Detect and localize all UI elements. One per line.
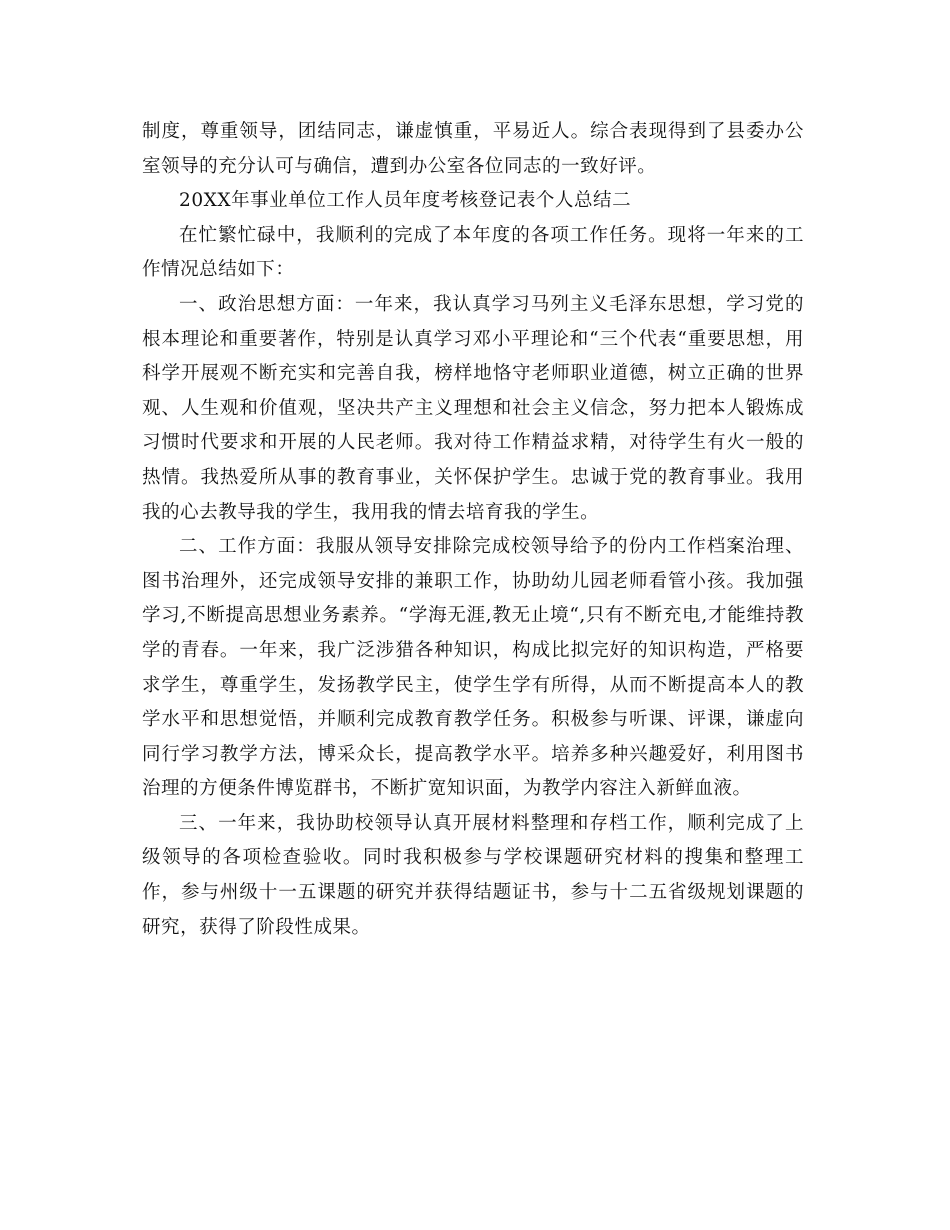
section-heading: 20XX年事业单位工作人员年度考核登记表个人总结二 (179, 190, 632, 212)
paragraph-work: 二、工作方面：我服从领导安排除完成校领导给予的份内工作档案治理、图书治理外，还完成领导安排的兼职工作，协助幼儿园老师看管小孩。我加强学习,不断提高思想业务素养。“学海无涯,教无止境“,只有不断充电,才能维持教学的青春。一年来，我广泛涉猎各种知识，构成比拟完好的知识构造，严格要求学生，尊重学生，发扬教学民主，使学生学有所得，从而不断提高本人的教学水平和思想觉悟，并顺利完成教育教学任务。积极参与听课、评课，谦虚向同行学习教学方法，博采众长，提高教学水平。培养多种兴趣爱好，利用图书治理的方便条件博览群书，不断扩宽知识面，为教学内容注入新鲜血液。 (142, 536, 804, 800)
paragraph-archive: 三、一年来，我协助校领导认真开展材料整理和存档工作，顺利完成了上级领导的各项检查验收。同时我积极参与学校课题研究材料的搜集和整理工作，参与州级十一五课题的研究并获得结题证书，参与十二五省级规划课题的研究，获得了阶段性成果。 (142, 812, 804, 938)
document-body (142, 115, 804, 945)
paragraph-intro: 在忙繁忙碌中，我顺利的完成了本年度的各项工作任务。现将一年来的工作情况总结如下： (142, 224, 804, 281)
paragraph-political: 一、政治思想方面：一年来，我认真学习马列主义毛泽东思想，学习党的根本理论和重要著作，特别是认真学习邓小平理论和“三个代表“重要思想，用科学开展观不断充实和完善自我，榜样地恪守老师职业道德，树立正确的世界观、人生观和价值观，坚决共产主义理想和社会主义信念，努力把本人锻炼成习惯时代要求和开展的人民老师。我对待工作精益求精，对待学生有火一般的热情。我热爱所从事的教育事业，关怀保护学生。忠诚于党的教育事业。我用我的心去教导我的学生，我用我的情去培育我的学生。 (142, 293, 804, 523)
paragraph-continuation: 制度，尊重领导，团结同志，谦虚慎重，平易近人。综合表现得到了县委办公室领导的充分认可与确信，遭到办公室各位同志的一致好评。 (142, 121, 804, 177)
